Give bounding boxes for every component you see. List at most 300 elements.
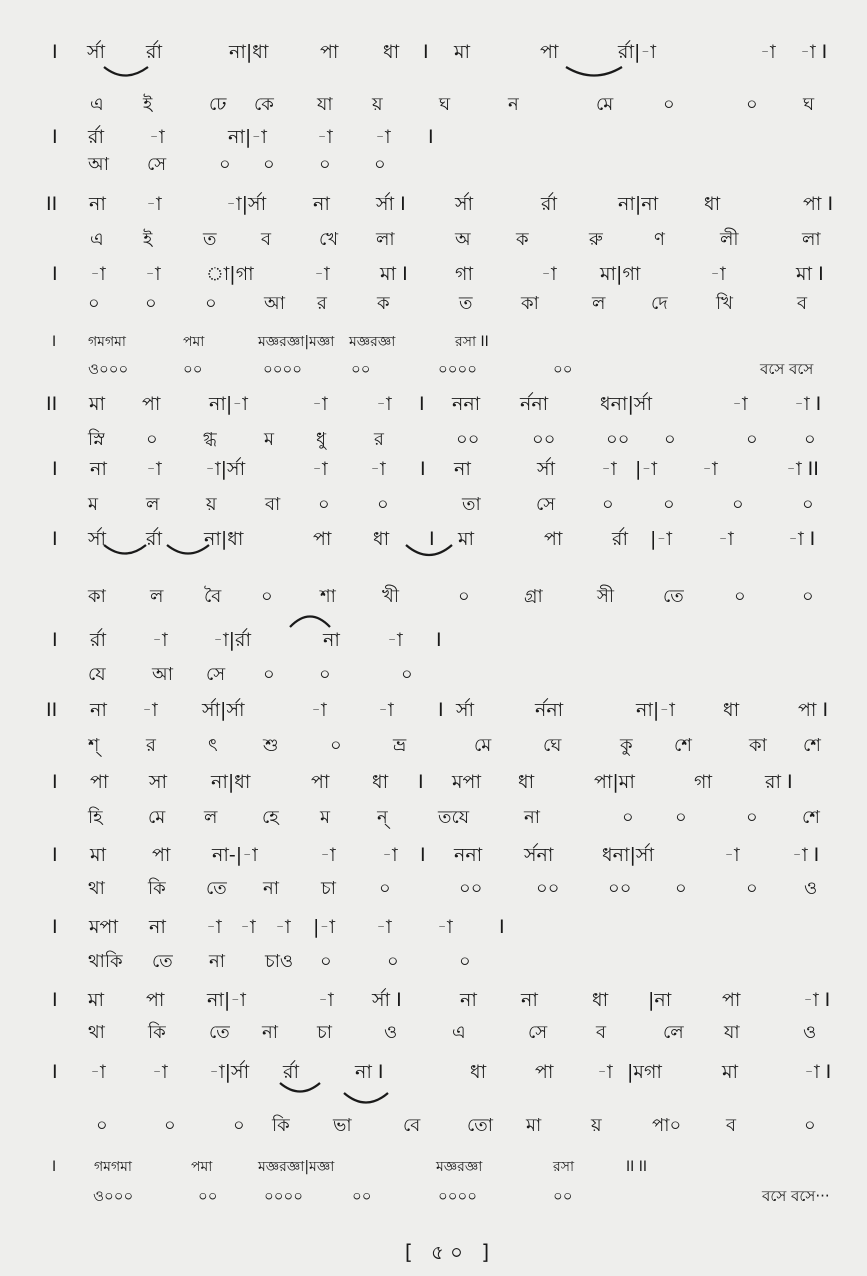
lyric-syllable: কা bbox=[749, 735, 767, 756]
lyric-syllable: এ bbox=[452, 1022, 466, 1043]
lyric-syllable: ঢে bbox=[209, 94, 227, 115]
swara-note: না-|-া bbox=[212, 844, 258, 866]
swara-note: র্সা I bbox=[372, 989, 402, 1011]
lyric-syllable: য় bbox=[206, 494, 217, 515]
lyric-syllable: মা bbox=[526, 1115, 542, 1136]
lyric-syllable: ০০০০ bbox=[438, 360, 478, 378]
lyric-syllable: ০০ bbox=[606, 429, 630, 450]
lyric-syllable: না bbox=[263, 878, 279, 899]
swara-note: পা bbox=[146, 989, 165, 1011]
swara-note: -া II bbox=[786, 458, 819, 480]
lyric-syllable: লে bbox=[663, 1022, 684, 1043]
bar-line: I bbox=[52, 1061, 58, 1083]
bar-line: I bbox=[52, 528, 58, 550]
lyric-syllable: ধু bbox=[316, 429, 327, 450]
swara-note: র্সা bbox=[537, 458, 556, 480]
lyric-syllable: ৎ bbox=[208, 735, 218, 756]
lyric-syllable: ০০ bbox=[198, 1187, 218, 1205]
swara-note: না bbox=[149, 916, 166, 938]
lyric-syllable: শা bbox=[320, 586, 336, 607]
swara-note: মা I bbox=[796, 263, 824, 285]
lyric-syllable: র bbox=[317, 293, 327, 314]
swara-note: -া bbox=[145, 263, 161, 285]
swara-note: -া bbox=[146, 193, 162, 215]
lyric-syllable: তো bbox=[467, 1115, 494, 1136]
lyric-syllable: থা bbox=[88, 878, 105, 899]
swara-note: -া bbox=[152, 629, 168, 651]
swara-note: না|ধা bbox=[204, 528, 244, 550]
swara-note: -া bbox=[710, 263, 726, 285]
lyric-syllable: কু bbox=[620, 735, 633, 756]
swara-note: না|না bbox=[618, 193, 659, 215]
swara-note: |-া bbox=[313, 916, 336, 938]
lyric-syllable: ০ bbox=[320, 951, 332, 972]
lyric-syllable: যা bbox=[724, 1022, 740, 1043]
swara-note: না bbox=[313, 193, 330, 215]
lyric-syllable: ও bbox=[803, 1022, 817, 1043]
lyric-syllable: ০ bbox=[746, 807, 758, 828]
lyric-syllable: ০ bbox=[379, 878, 391, 899]
lyric-syllable: কে bbox=[254, 94, 274, 115]
swara-note: র্রা bbox=[283, 1061, 299, 1083]
swara-note: -া|র্সা bbox=[226, 193, 267, 215]
lyric-syllable: ও bbox=[804, 878, 818, 899]
lyric-syllable: য় bbox=[372, 94, 383, 115]
lyric-syllable: মে bbox=[148, 807, 166, 828]
swara-note: -া bbox=[318, 989, 334, 1011]
lyric-syllable: তা bbox=[462, 494, 481, 515]
bar-line: I bbox=[52, 844, 58, 866]
swara-note: |না bbox=[648, 989, 672, 1011]
bar-line: I bbox=[52, 771, 58, 793]
lyric-syllable: শে bbox=[674, 735, 692, 756]
swara-note: না|-া bbox=[228, 126, 267, 148]
lyric-syllable: খে bbox=[319, 229, 339, 250]
swara-note: রা I bbox=[765, 771, 793, 793]
lyric-syllable: ০০ bbox=[183, 360, 203, 378]
swara-note: -া I bbox=[803, 989, 831, 1011]
swara-note: মা bbox=[90, 844, 107, 866]
lyric-syllable: ক bbox=[377, 293, 390, 314]
lyric-syllable: সে bbox=[536, 494, 556, 515]
swara-note: ধা bbox=[723, 699, 740, 721]
swara-note: -া bbox=[317, 126, 333, 148]
swara-note: না bbox=[89, 193, 106, 215]
lyric-syllable: না bbox=[524, 807, 540, 828]
lyric-syllable: ০ bbox=[663, 94, 675, 115]
swara-note: না bbox=[454, 458, 471, 480]
lyric-syllable: ন্ bbox=[377, 807, 388, 828]
swara-note: পা bbox=[722, 989, 741, 1011]
swara-note: পমা bbox=[191, 1159, 213, 1175]
swara-note: পা bbox=[320, 41, 339, 63]
bar-line: I bbox=[52, 458, 58, 480]
lyric-syllable: ০ bbox=[263, 664, 275, 685]
swara-note: পা bbox=[142, 393, 161, 415]
bar-line: I bbox=[499, 916, 505, 938]
lyric-syllable: ০০ bbox=[553, 360, 573, 378]
swara-note: -া bbox=[320, 844, 336, 866]
lyric-syllable: ০ bbox=[146, 429, 158, 450]
lyric-syllable: থা bbox=[88, 1022, 105, 1043]
lyric-syllable: লা bbox=[802, 229, 821, 250]
swara-note: -া bbox=[275, 916, 291, 938]
lyric-syllable: তে bbox=[206, 878, 227, 899]
swara-note: ধা bbox=[518, 771, 535, 793]
swara-note: পা I bbox=[803, 193, 834, 215]
lyric-syllable: ০০ bbox=[553, 1187, 573, 1205]
swara-note: -া I bbox=[794, 393, 822, 415]
lyric-syllable: ০০ bbox=[608, 878, 632, 899]
swara-note: রসা II bbox=[455, 334, 489, 350]
swara-note: -া I bbox=[788, 528, 816, 550]
lyric-syllable: ০ bbox=[804, 429, 816, 450]
lyric-syllable: তে bbox=[209, 1022, 230, 1043]
lyric-syllable: ভা bbox=[333, 1115, 352, 1136]
swara-note: -া bbox=[142, 699, 158, 721]
lyric-syllable: ই bbox=[143, 229, 153, 250]
swara-note: গা bbox=[455, 263, 473, 285]
swara-note: পা bbox=[90, 771, 109, 793]
swara-note: -া bbox=[90, 1061, 106, 1083]
swara-note: -া bbox=[376, 916, 392, 938]
lyric-syllable: ক bbox=[516, 229, 529, 250]
double-bar-line: II bbox=[46, 699, 58, 721]
swara-note: -া bbox=[378, 699, 394, 721]
swara-note: মা bbox=[89, 393, 106, 415]
swara-note: র্রা bbox=[90, 629, 106, 651]
swara-note: না|-া bbox=[636, 699, 675, 721]
page-number: [ ৫০ ] bbox=[404, 1240, 496, 1264]
lyric-syllable: ০ bbox=[802, 494, 814, 515]
bar-line: I bbox=[438, 699, 444, 721]
lyric-syllable: বে bbox=[403, 1115, 421, 1136]
lyric-syllable: ০ bbox=[746, 429, 758, 450]
lyric-syllable: গ্ধ bbox=[203, 429, 217, 450]
swara-note: -া bbox=[376, 393, 392, 415]
bar-line: I bbox=[52, 1159, 57, 1175]
swara-note: মজ্ঞরজ্ঞা bbox=[436, 1159, 483, 1175]
swara-note: ধা bbox=[373, 528, 390, 550]
lyric-syllable: ০ bbox=[664, 429, 676, 450]
swara-note: মা bbox=[722, 1061, 739, 1083]
slur-arc bbox=[167, 545, 209, 554]
lyric-syllable: থাকি bbox=[88, 951, 123, 972]
lyric-syllable: ০ bbox=[622, 807, 634, 828]
lyric-syllable: র bbox=[146, 735, 156, 756]
bar-line: I bbox=[52, 41, 58, 63]
lyric-syllable: ব bbox=[726, 1115, 737, 1136]
swara-note: -া bbox=[702, 458, 718, 480]
swara-note: র্রা bbox=[146, 41, 162, 63]
swara-note: গমগমা bbox=[88, 334, 126, 350]
swara-note: পা bbox=[152, 844, 171, 866]
bar-line: I bbox=[420, 458, 426, 480]
swara-note: |-া bbox=[635, 458, 658, 480]
swara-note: র্সা|র্সা bbox=[202, 699, 245, 721]
lyric-syllable: ঘ bbox=[803, 94, 815, 115]
lyric-syllable: না bbox=[209, 951, 225, 972]
slur-arc bbox=[344, 1093, 388, 1103]
swara-note: -া bbox=[312, 393, 328, 415]
swara-note: -া bbox=[240, 916, 256, 938]
lyric-syllable: কা bbox=[88, 586, 106, 607]
swara-note: -া bbox=[311, 699, 327, 721]
lyric-syllable: ০ bbox=[746, 94, 758, 115]
swara-note: -া bbox=[718, 528, 734, 550]
lyric-syllable: ল bbox=[592, 293, 606, 314]
lyric-syllable: রু bbox=[589, 229, 603, 250]
swara-note: র্রা bbox=[541, 193, 557, 215]
swara-note: মপা bbox=[89, 916, 118, 938]
swara-note: -া bbox=[370, 458, 386, 480]
lyric-syllable: আ bbox=[264, 293, 285, 314]
lyric-syllable: তে bbox=[152, 951, 173, 972]
swara-note: র্সা I bbox=[376, 193, 406, 215]
swara-note: না bbox=[90, 699, 107, 721]
lyric-syllable: চা bbox=[321, 878, 336, 899]
lyric-syllable: শ্ bbox=[88, 735, 100, 756]
lyric-syllable: মে bbox=[474, 735, 492, 756]
bar-line: I bbox=[52, 989, 58, 1011]
swara-note: -া bbox=[541, 263, 557, 285]
lyric-syllable: ০ bbox=[319, 664, 331, 685]
swara-note: না I bbox=[355, 1061, 384, 1083]
swara-note: না|ধা bbox=[211, 771, 251, 793]
lyric-syllable: ০ bbox=[263, 154, 275, 175]
slur-arc bbox=[566, 67, 622, 76]
lyric-syllable: ০ bbox=[377, 494, 389, 515]
lyric-syllable: ণ bbox=[654, 229, 665, 250]
double-bar-line: II bbox=[46, 193, 58, 215]
lyric-syllable: ০ bbox=[602, 494, 614, 515]
swara-note: |মগা bbox=[627, 1061, 662, 1083]
lyric-syllable: পা০ bbox=[652, 1115, 682, 1136]
lyric-syllable: গ্রা bbox=[524, 586, 543, 607]
lyric-syllable: ০ bbox=[663, 494, 675, 515]
lyric-syllable: ০ bbox=[96, 1115, 108, 1136]
lyric-syllable: কা bbox=[521, 293, 539, 314]
swara-note: -া bbox=[375, 126, 391, 148]
lyric-syllable: ম bbox=[264, 429, 274, 450]
lyric-syllable: দে bbox=[651, 293, 668, 314]
lyric-syllable: ০ bbox=[675, 807, 687, 828]
swara-note: -া bbox=[382, 844, 398, 866]
lyric-syllable: ০ bbox=[145, 293, 157, 314]
lyric-syllable: ০০ bbox=[459, 878, 483, 899]
slur-arc bbox=[104, 67, 148, 76]
lyric-syllable: ০ bbox=[330, 735, 342, 756]
lyric-syllable: অ bbox=[455, 229, 471, 250]
double-bar-line: II bbox=[46, 393, 58, 415]
lyric-syllable: ই bbox=[143, 94, 153, 115]
swara-note: -া bbox=[90, 263, 106, 285]
lyric-syllable: ত bbox=[459, 293, 473, 314]
lyric-syllable: বসে বসে bbox=[760, 360, 814, 378]
lyric-syllable: চা bbox=[317, 1022, 332, 1043]
swara-note: ননা bbox=[452, 393, 481, 415]
lyric-syllable: লী bbox=[720, 229, 739, 250]
bar-line: I bbox=[436, 629, 442, 651]
swara-note: না bbox=[521, 989, 538, 1011]
lyric-syllable: চাও bbox=[265, 951, 294, 972]
lyric-syllable: ০ bbox=[164, 1115, 176, 1136]
lyric-syllable: ০ bbox=[804, 1115, 816, 1136]
swara-note: পা|মা bbox=[594, 771, 635, 793]
lyric-syllable: যা bbox=[317, 94, 333, 115]
swara-note: না bbox=[323, 629, 340, 651]
lyric-syllable: ০ bbox=[746, 878, 758, 899]
lyric-syllable: ০ bbox=[675, 878, 687, 899]
lyric-syllable: ০ bbox=[219, 154, 231, 175]
swara-note: -া|র্সা bbox=[205, 458, 246, 480]
lyric-syllable: কি bbox=[272, 1115, 290, 1136]
lyric-syllable: শে bbox=[803, 735, 821, 756]
lyric-syllable: এ bbox=[90, 229, 104, 250]
lyric-syllable: ব bbox=[797, 293, 808, 314]
lyric-syllable: হে bbox=[262, 807, 279, 828]
swara-note: র্সনা bbox=[524, 844, 554, 866]
swara-note: -া bbox=[146, 458, 162, 480]
swara-note: মা I bbox=[380, 263, 408, 285]
lyric-syllable: ০০ bbox=[352, 1187, 372, 1205]
swara-note: -া bbox=[724, 844, 740, 866]
lyric-syllable: ঘে bbox=[543, 735, 562, 756]
swara-note: ধনা|র্সা bbox=[602, 844, 654, 866]
lyric-syllable: ০০ bbox=[351, 360, 371, 378]
swara-note: রসা bbox=[553, 1159, 575, 1175]
lyric-syllable: এ bbox=[90, 94, 104, 115]
swara-note: সা bbox=[149, 771, 168, 793]
swara-note: -া bbox=[732, 393, 748, 415]
swara-note: -া bbox=[314, 263, 330, 285]
swara-note: -া bbox=[152, 1061, 168, 1083]
lyric-syllable: ০ bbox=[459, 951, 471, 972]
lyric-syllable: য় bbox=[591, 1115, 602, 1136]
lyric-syllable: ব bbox=[261, 229, 272, 250]
swara-note: ননা bbox=[454, 844, 483, 866]
lyric-syllable: ম bbox=[88, 494, 98, 515]
lyric-syllable: লা bbox=[376, 229, 395, 250]
lyric-syllable: খি bbox=[716, 293, 733, 314]
swara-note: II II bbox=[626, 1159, 647, 1175]
lyric-syllable: না bbox=[262, 1022, 278, 1043]
lyric-syllable: আ bbox=[88, 154, 109, 175]
swara-note: না|ধা bbox=[229, 41, 269, 63]
swara-note: মজ্ঞরজ্ঞা bbox=[349, 334, 396, 350]
lyric-syllable: হি bbox=[88, 807, 103, 828]
lyric-syllable: সী bbox=[597, 586, 615, 607]
slur-arc bbox=[290, 617, 330, 628]
swara-note: -া|র্সা bbox=[209, 1061, 250, 1083]
swara-note: গমগমা bbox=[94, 1159, 132, 1175]
lyric-syllable: বা bbox=[265, 494, 281, 515]
lyric-syllable: ০ bbox=[732, 494, 744, 515]
bar-line: I bbox=[419, 393, 425, 415]
swara-note: া|গা bbox=[206, 263, 254, 285]
lyric-syllable: স্নি bbox=[88, 429, 105, 450]
swara-note: র্রা bbox=[88, 126, 104, 148]
swara-note: -া bbox=[312, 458, 328, 480]
swara-note: মা bbox=[458, 528, 475, 550]
swara-note: পা bbox=[311, 771, 330, 793]
lyric-syllable: ল bbox=[150, 586, 164, 607]
bar-line: I bbox=[428, 126, 434, 148]
lyric-syllable: তে bbox=[663, 586, 684, 607]
swara-note: না|-া bbox=[209, 393, 248, 415]
slur-arc bbox=[406, 545, 452, 555]
lyric-syllable: বসে বসে··· bbox=[762, 1187, 830, 1205]
lyric-syllable: শু bbox=[263, 735, 279, 756]
lyric-syllable: ও০০০ bbox=[93, 1187, 134, 1205]
lyric-syllable: ব bbox=[596, 1022, 607, 1043]
lyric-syllable: ০০ bbox=[536, 878, 560, 899]
slur-arc bbox=[280, 1083, 320, 1092]
lyric-syllable: ও০০০ bbox=[88, 360, 129, 378]
bar-line: I bbox=[423, 41, 429, 63]
bar-line: I bbox=[429, 528, 435, 550]
lyric-syllable: শে bbox=[802, 807, 820, 828]
swara-note: মজ্ঞরজ্ঞা|মজ্ঞা bbox=[258, 334, 335, 350]
lyric-syllable: ম bbox=[320, 807, 330, 828]
swara-note: -া bbox=[387, 629, 403, 651]
swara-note: -া bbox=[597, 1061, 613, 1083]
lyric-syllable: সে bbox=[147, 154, 167, 175]
lyric-syllable: ০০০০ bbox=[264, 1187, 304, 1205]
swara-note: গা bbox=[694, 771, 712, 793]
swara-note: র্সা bbox=[87, 41, 106, 63]
swara-note: -া bbox=[760, 41, 776, 63]
lyric-syllable: মে bbox=[596, 94, 614, 115]
lyric-syllable: র bbox=[374, 429, 384, 450]
swara-note: -া bbox=[437, 916, 453, 938]
lyric-syllable: আ bbox=[152, 664, 173, 685]
swara-note: -া bbox=[149, 126, 165, 148]
swara-note: না bbox=[90, 458, 107, 480]
swara-note: -া I bbox=[792, 844, 820, 866]
slur-arc bbox=[104, 545, 146, 554]
swara-note: ধা bbox=[704, 193, 721, 215]
lyric-syllable: কি bbox=[148, 1022, 166, 1043]
lyric-syllable: যে bbox=[88, 664, 106, 685]
swara-note: র্রা bbox=[146, 528, 162, 550]
swara-note: মপা bbox=[452, 771, 481, 793]
swara-note: -া I bbox=[800, 41, 828, 63]
swara-note: -া bbox=[206, 916, 222, 938]
swara-note: পমা bbox=[183, 334, 205, 350]
swara-note: পা bbox=[540, 41, 559, 63]
lyric-syllable: ০ bbox=[802, 586, 814, 607]
lyric-syllable: ০ bbox=[374, 154, 386, 175]
swara-note: |-া bbox=[650, 528, 673, 550]
swara-note: পা I bbox=[798, 699, 829, 721]
swara-note: পা bbox=[313, 528, 332, 550]
swara-note: র্রা|-া bbox=[618, 41, 657, 63]
bar-line: I bbox=[418, 771, 424, 793]
lyric-syllable: ০ bbox=[401, 664, 413, 685]
bar-line: I bbox=[52, 126, 58, 148]
swara-note: মা|গা bbox=[600, 263, 641, 285]
lyric-syllable: তযে bbox=[438, 807, 470, 828]
swara-note: -া bbox=[601, 458, 617, 480]
bar-line: I bbox=[52, 629, 58, 651]
lyric-syllable: ০ bbox=[387, 951, 399, 972]
lyric-syllable: ভ্র bbox=[393, 735, 407, 756]
swara-note: ধা bbox=[592, 989, 609, 1011]
swara-note: -া|র্রা bbox=[213, 629, 252, 651]
swara-note: ধা bbox=[383, 41, 400, 63]
swara-note: মা bbox=[88, 989, 105, 1011]
